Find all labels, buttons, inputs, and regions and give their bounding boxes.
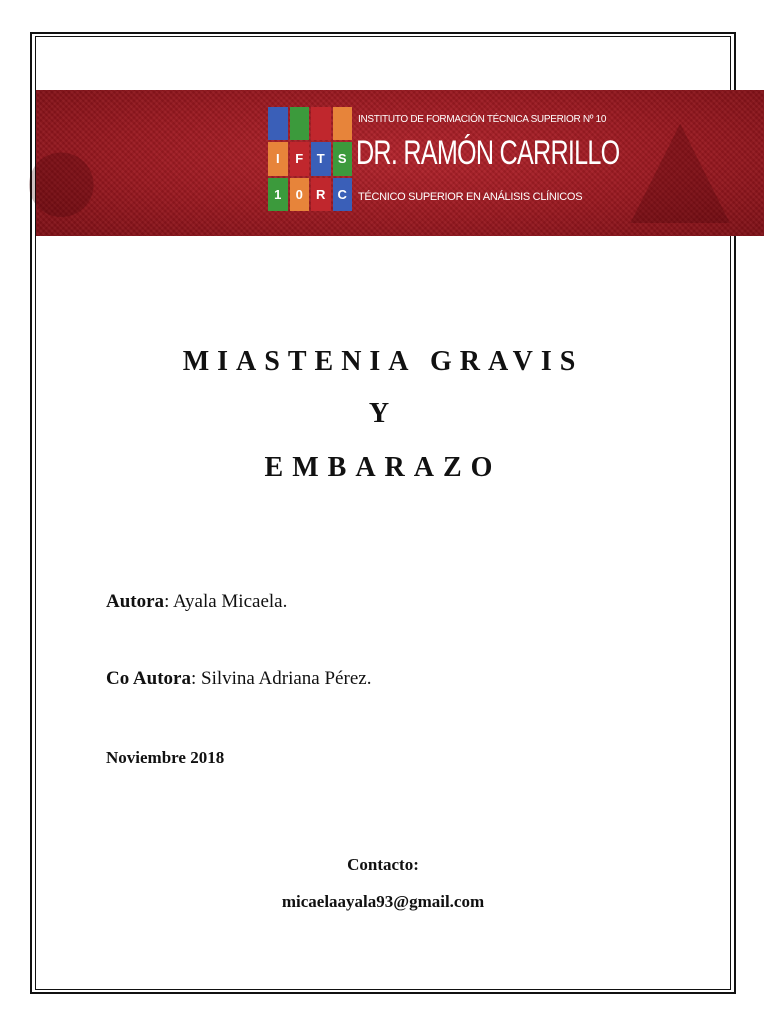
contact-email: micaelaayala93@gmail.com bbox=[281, 892, 485, 911]
author-value: : Ayala Micaela. bbox=[164, 591, 288, 612]
logo-letter: F bbox=[290, 142, 310, 175]
institution-banner bbox=[16, 70, 770, 260]
logo-letter: 1 bbox=[268, 178, 288, 211]
document-title-line-2: Y bbox=[368, 398, 398, 429]
banner-background-pattern: ● bbox=[16, 91, 113, 259]
institute-name-line: INSTITUTO DE FORMACIÓN TÉCNICA SUPERIOR Nº 10 bbox=[358, 114, 607, 125]
banner-background-pattern: ▲ bbox=[596, 70, 770, 260]
career-name: TÉCNICO SUPERIOR EN ANÁLISIS CLÍNICOS bbox=[358, 191, 583, 203]
logo-cell-green bbox=[290, 107, 310, 140]
logo-letter: I bbox=[268, 142, 288, 175]
author-label: Autora bbox=[106, 591, 165, 612]
logo-letter: R bbox=[311, 178, 331, 211]
document-date: Noviembre 2018 bbox=[106, 748, 225, 767]
author-line bbox=[106, 591, 287, 613]
logo-cell-blue bbox=[268, 107, 288, 140]
co-author-label: Co Autora bbox=[106, 668, 191, 689]
co-author-value: : Silvina Adriana Pérez. bbox=[190, 668, 372, 689]
logo-letter: S bbox=[333, 142, 353, 175]
logo-cell-red bbox=[311, 107, 331, 140]
co-author-line bbox=[106, 668, 371, 690]
logo-letter: T bbox=[311, 142, 331, 175]
contact-label: Contacto: bbox=[347, 855, 419, 874]
logo-letter: C bbox=[333, 178, 353, 211]
institute-logo bbox=[268, 107, 352, 211]
logo-cell-orange bbox=[333, 107, 353, 140]
institute-title: DR. RAMÓN CARRILLO bbox=[356, 134, 620, 172]
document-title-line-1: MIASTENIA GRAVIS bbox=[182, 346, 584, 377]
logo-letter: 0 bbox=[290, 178, 310, 211]
document-title-line-3: EMBARAZO bbox=[264, 452, 502, 483]
